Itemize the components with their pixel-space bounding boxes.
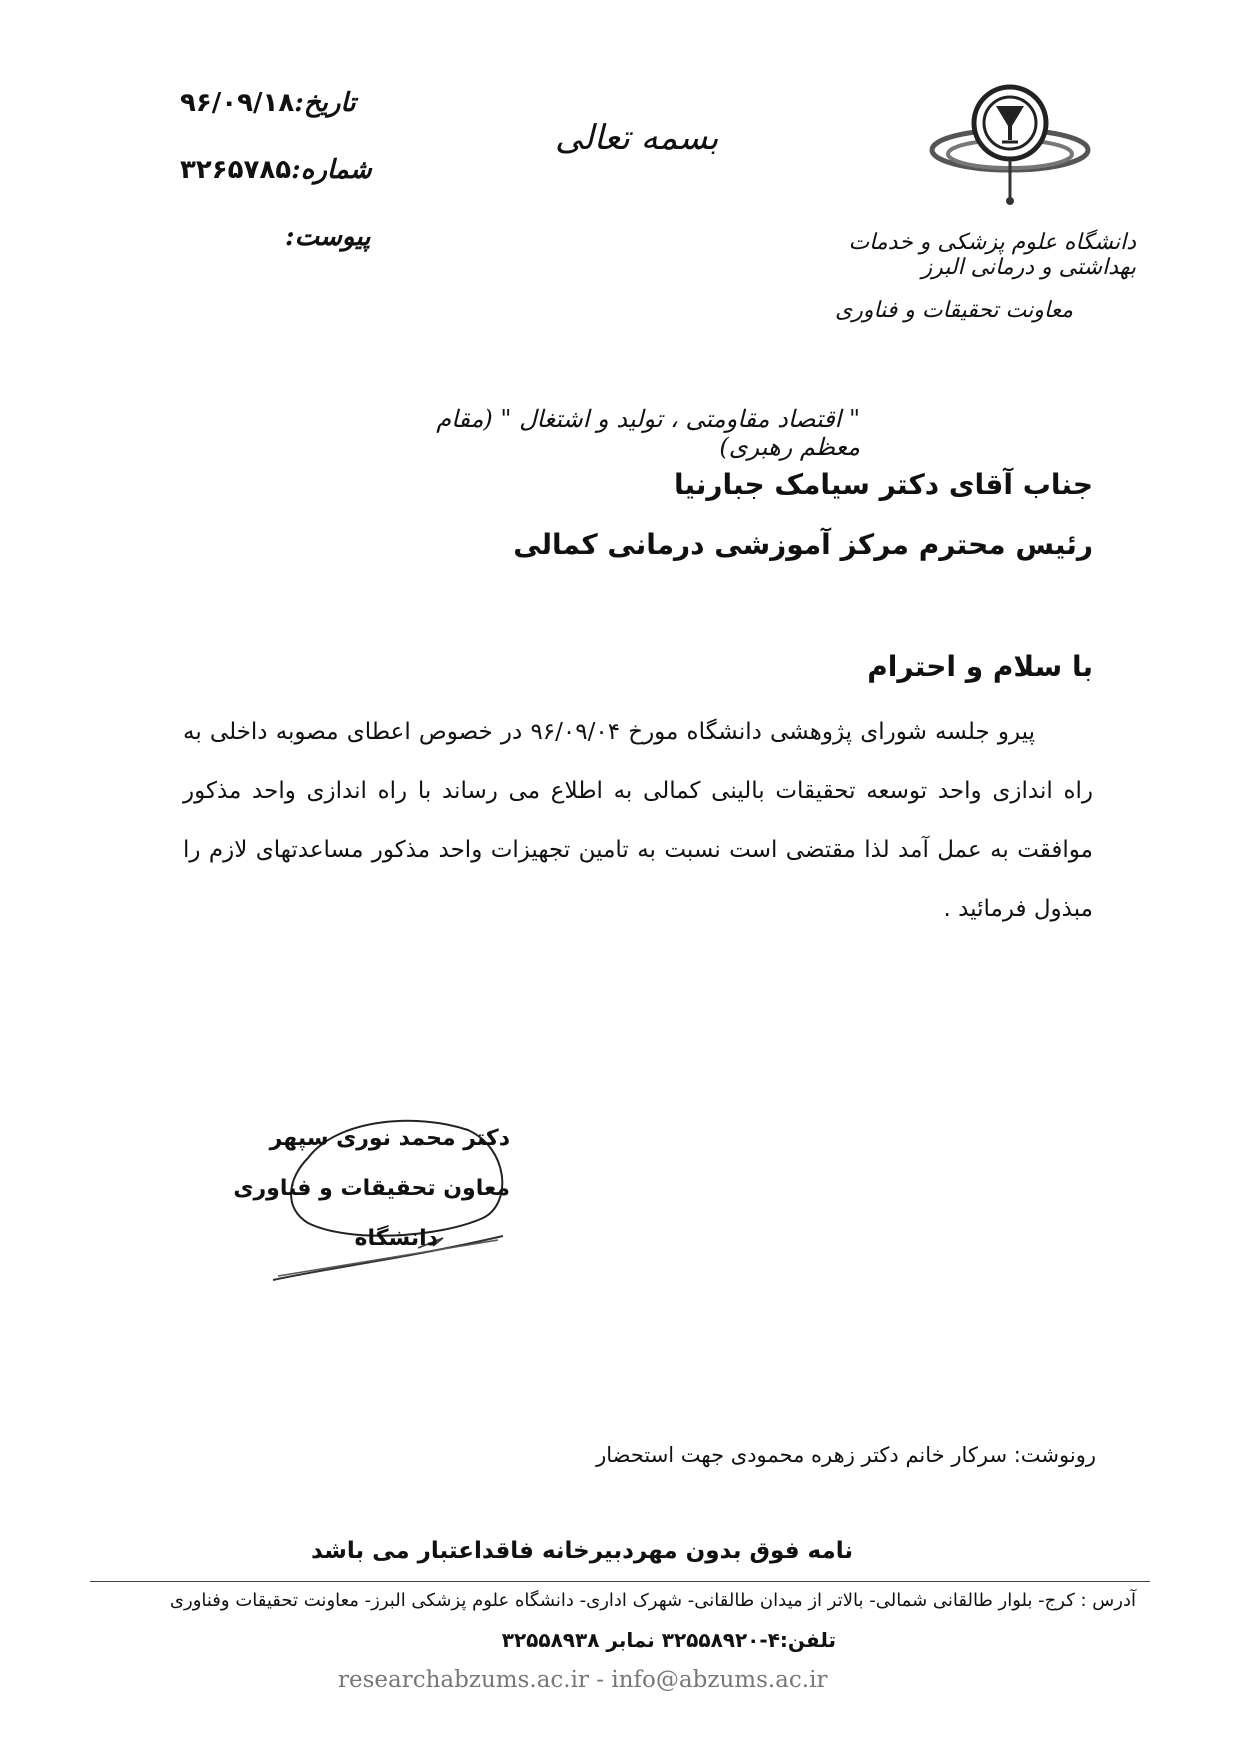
basmala: بسمه تعالی: [555, 118, 719, 158]
date-value: ۹۶/۰۹/۱۸: [180, 88, 295, 118]
footer-web: researchabzums.ac.ir - info@abzums.ac.ir: [338, 1667, 828, 1693]
footer-phone: تلفن:۴-۳۲۵۵۸۹۲۰ نمابر ۳۲۵۵۸۹۳۸: [501, 1628, 836, 1652]
addressee-name: جناب آقای دکتر سیامک جبارنیا: [673, 468, 1093, 501]
university-logo-icon: [920, 78, 1100, 208]
addressee-title: رئیس محترم مرکز آموزشی درمانی کمالی: [513, 528, 1093, 561]
university-name: دانشگاه علوم پزشکی و خدمات بهداشتی و درمانی البرز: [848, 230, 1136, 280]
footer-divider: [90, 1581, 1150, 1582]
letter-body: پیرو جلسه شورای پژوهشی دانشگاه مورخ ۹۶/۰۹/۰۴ در خصوص اعطای مصوبه داخلی به راه اندازی واحد توسعه تحقیقات بالینی کمالی به اطلاع می رساند با راه اندازی واحد مذکور موافقت به عمل آمد لذا مقتضی است نسبت به تامین تجهیزات واحد مذکور مساعدتهای لازم را مبذول فرمائید .: [183, 719, 1093, 922]
letter-number: [180, 155, 372, 185]
signature-block: [233, 1108, 518, 1288]
signatory-org: دانشگاه: [354, 1226, 438, 1251]
attachment-label: پیوست:: [285, 222, 371, 252]
validity-notice: نامه فوق بدون مهردبیرخانه فاقداعتبار می باشد: [310, 1538, 853, 1564]
department-name: معاونت تحقیقات و فناوری: [834, 298, 1073, 323]
letter-date: [180, 88, 356, 118]
number-label: شماره:: [291, 155, 372, 185]
signatory-title: معاون تحقیقات و فناوری: [233, 1176, 510, 1201]
greeting: با سلام و احترام: [867, 650, 1093, 683]
number-value: ۳۲۶۵۷۸۵: [180, 155, 292, 185]
slogan: " اقتصاد مقاومتی ، تولید و اشتغال " (مقام معظم رهبری): [436, 405, 860, 461]
carbon-copy: رونوشت: سرکار خانم دکتر زهره محمودی جهت استحضار: [596, 1443, 1096, 1467]
signatory-name: دکتر محمد نوری سپهر: [269, 1126, 510, 1151]
footer-address: آدرس : کرج- بلوار طالقانی شمالی- بالاتر از میدان طالقانی- شهرک اداری- دانشگاه علوم پزشکی البرز- معاونت تحقیقات وفناوری: [169, 1590, 1136, 1611]
letter-attachment: [285, 222, 370, 252]
date-label: تاریخ:: [294, 88, 356, 118]
